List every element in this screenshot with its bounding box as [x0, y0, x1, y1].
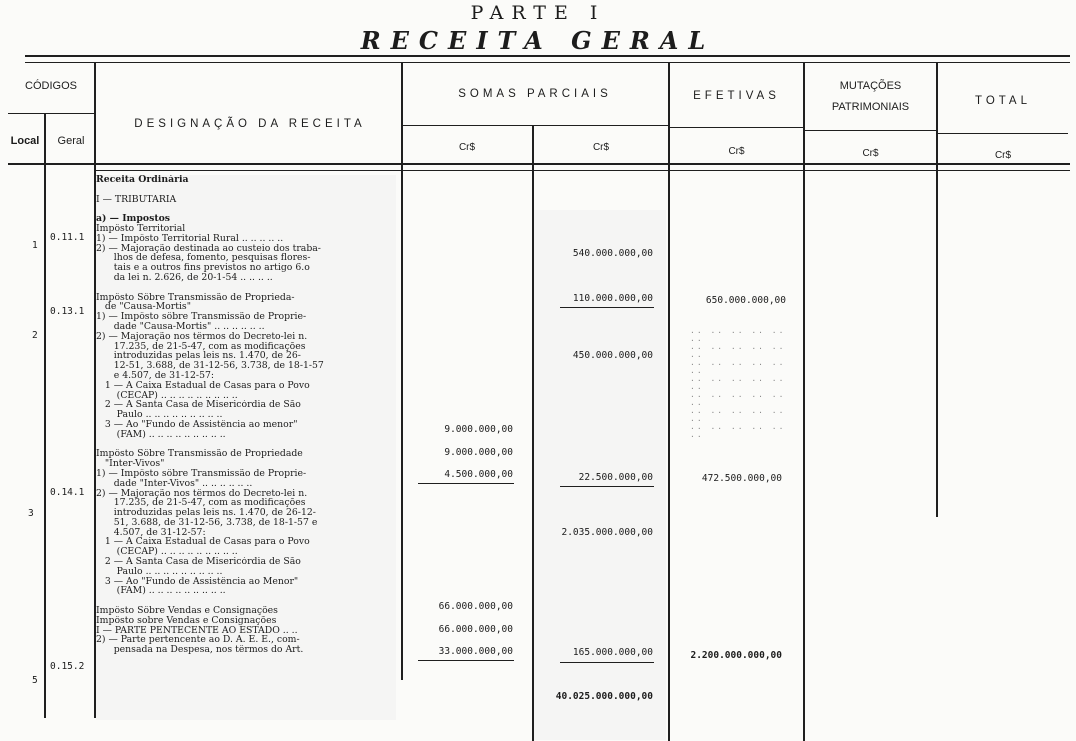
top-rule-thin: [25, 62, 1070, 63]
body-line: 3 — Ao "Fundo de Assistência ao menor": [96, 419, 298, 430]
body-line: a) — Impostos: [96, 214, 171, 224]
body-line: 4.507, de 31-12-57:: [96, 527, 206, 538]
body-line: 1) — Impôsto Territorial Rural .. .. .. .. ..: [96, 233, 284, 244]
efetiva-value: 650.000.000,00: [705, 295, 786, 306]
header-somas-parciais: SOMAS PARCIAIS: [458, 88, 612, 100]
header-rule-total: [938, 133, 1068, 134]
body-line: (CECAP) .. .. .. .. .. .. .. .. ..: [96, 390, 238, 401]
soma-parcial-1-value: 66.000.000,00: [438, 624, 513, 635]
subtotal-rule: [418, 660, 514, 661]
body-line: Paulo .. .. .. .. .. .. .. .. ..: [96, 410, 223, 420]
header-rule-somas: [402, 125, 670, 126]
designacao-body: [96, 175, 396, 665]
soma-parcial-1-value: 66.000.000,00: [438, 601, 513, 612]
header-mutacoes: MUTAÇÕES: [839, 80, 902, 92]
header-rule-mutacoes: [805, 130, 938, 131]
header-efetivas: EFETIVAS: [693, 90, 780, 102]
local-code: 2: [32, 330, 38, 341]
body-line: "Inter-Vivos": [96, 459, 165, 469]
body-line: [96, 655, 396, 665]
col-rule-local: [44, 113, 46, 718]
col-rule-mutacoes: [803, 62, 805, 741]
local-code: 3: [28, 508, 34, 519]
currency-efetivas: Cr$: [728, 146, 745, 157]
col-rule-total: [936, 62, 938, 517]
body-line: introduzidas pelas leis ns. 1.470, de 26-: [96, 351, 301, 362]
efetiva-value: 472.500.000,00: [701, 473, 782, 484]
body-line: I — PARTE PENTECENTE AO ESTADO .. ..: [96, 625, 298, 636]
body-line: 17.235, de 21-5-47, com as modificações: [96, 341, 306, 352]
body-line: 2 — À Santa Casa de Misericórdia de São: [96, 400, 301, 411]
body-line: e 4.507, de 31-12-57:: [96, 370, 215, 381]
body-line: 1) — Impôsto sôbre Transmissão de Proprie-: [96, 468, 307, 479]
page-title: RECEITA GERAL: [360, 26, 716, 55]
body-line: lhos de defesa, fomento, pesquisas flores-: [96, 253, 311, 264]
geral-code: 0.11.1: [50, 232, 85, 243]
subtotal-rule: [418, 483, 514, 484]
body-line: Impôsto Sôbre Transmissão de Proprieda-: [96, 292, 295, 303]
soma-parcial-2-value: 2.035.000.000,00: [561, 527, 653, 538]
body-line: tais e a outros fins previstos no artigo 6.o: [96, 263, 310, 273]
soma-parcial-2-value: 540.000.000,00: [572, 248, 653, 259]
geral-code: 0.13.1: [50, 306, 85, 317]
body-line: 1 — À Caixa Estadual de Casas para o Povo: [96, 537, 310, 548]
body-line: I — TRIBUTÁRIA: [96, 194, 177, 205]
body-line: 2) — Majoração destinada ao custeio dos traba-: [96, 243, 321, 254]
currency-somas-2: Cr$: [592, 142, 610, 153]
soma-parcial-1-value: 9.000.000,00: [444, 447, 513, 458]
top-rule: [25, 55, 1070, 57]
body-line: [96, 204, 396, 214]
body-line: 1 — À Caixa Estadual de Casas para o Povo: [96, 380, 310, 391]
subtotal-rule: [560, 486, 654, 487]
body-line: da lei n. 2.626, de 20-1-54 .. .. .. ..: [96, 272, 273, 283]
body-line: [96, 440, 396, 450]
body-line: 2 — À Santa Casa de Misericórdia de São: [96, 557, 301, 567]
body-line: 3 — Ao "Fundo de Assistência ao Menor": [96, 576, 299, 587]
geral-code: 0.15.2: [50, 661, 85, 672]
currency-total: Cr$: [994, 150, 1012, 161]
body-line: Impôsto Territorial: [96, 223, 186, 234]
soma-parcial-2-value: 450.000.000,00: [572, 350, 653, 361]
currency-mutacoes: Cr$: [862, 148, 879, 159]
local-code: 5: [32, 675, 38, 686]
header-patrimoniais: PATRIMONIAIS: [831, 101, 910, 113]
body-line: introduzidas pelas leis ns. 1.470, de 26-12-: [96, 508, 316, 518]
soma-parcial-2-value: 165.000.000,00: [572, 647, 653, 658]
body-line: Paulo .. .. .. .. .. .. .. .. ..: [96, 566, 223, 577]
body-line: (CECAP) .. .. .. .. .. .. .. .. ..: [96, 547, 238, 558]
header-bottom-rule: [8, 163, 1070, 165]
header-rule-codes: [8, 113, 94, 114]
soma-parcial-2-value: 40.025.000.000,00: [555, 691, 653, 702]
dotted-leader-block: .. .. .. .. .. .. .. .. .. .. .. .. .. .. .. .. .. .. .. .. .. .. .. .. .. .. .. .. .. .. .. .. .. .. .. .. .. .. .. .. .. ..: [690, 326, 786, 439]
body-line: [96, 185, 396, 195]
body-line: Impôsto Sôbre Vendas e Consignações: [96, 606, 278, 616]
col-rule-designacao: [401, 62, 403, 680]
body-line: 1) — Impôsto sôbre Transmissão de Proprie-: [96, 312, 307, 322]
geral-code: 0.14.1: [50, 487, 85, 498]
body-line: 17.235, de 21-5-47, com as modificações: [96, 498, 306, 509]
header-rule-efetivas: [670, 127, 805, 128]
col-rule-efetivas: [668, 62, 670, 741]
header-geral: Geral: [57, 135, 85, 147]
header-local: Local: [10, 135, 40, 147]
header-codigos: CÓDIGOS: [25, 80, 77, 92]
body-line: Impôsto Sôbre Transmissão de Propriedade: [96, 449, 303, 460]
body-line: dade "Causa-Mortis" .. .. .. .. .. ..: [96, 321, 265, 332]
body-line: 12-51, 3.688, de 31-12-56, 3.738, de 18-1-57: [96, 361, 324, 371]
body-line: Impôsto sobre Vendas e Consignações: [96, 615, 277, 626]
subtotal-rule: [560, 662, 654, 663]
local-code: 1: [32, 240, 38, 251]
soma-parcial-1-value: 33.000.000,00: [438, 646, 513, 657]
currency-somas-1: Cr$: [458, 142, 476, 153]
header-designacao: DESIGNAÇÃO DA RECEITA: [134, 118, 366, 130]
soma-parcial-2-value: 110.000.000,00: [572, 293, 653, 304]
header-total: TOTAL: [975, 95, 1031, 107]
body-line: 2) — Parte pertencente ao D. A. E. E., com-: [96, 635, 300, 646]
soma-parcial-2-value: 22.500.000,00: [578, 472, 653, 483]
part-heading: PARTE I: [470, 2, 606, 24]
soma-parcial-1-value: 4.500.000,00: [444, 469, 513, 480]
header-bottom-rule-thin: [95, 170, 1070, 171]
body-line: dade "Inter-Vivos" .. .. .. .. .. ..: [96, 478, 253, 489]
body-line: 2) — Majoração nos têrmos do Decreto-lei n.: [96, 488, 308, 499]
body-line: de "Causa-Mortis": [96, 302, 191, 313]
body-line: 51, 3.688, de 31-12-56, 3.738, de 18-1-57 e: [96, 517, 318, 528]
body-line: (FAM) .. .. .. .. .. .. .. .. ..: [96, 586, 226, 597]
soma-parcial-1-value: 9.000.000,00: [444, 424, 513, 435]
body-line: 2) — Majoração nos têrmos do Decreto-lei n.: [96, 331, 308, 342]
efetiva-value: 2.200.000.000,00: [690, 650, 782, 661]
body-line: [96, 283, 396, 293]
body-line: (FAM) .. .. .. .. .. .. .. .. ..: [96, 429, 226, 440]
body-line: Receita Ordinária: [96, 175, 189, 185]
body-line: pensada na Despesa, nos têrmos do Art.: [96, 645, 304, 656]
subtotal-rule: [560, 307, 654, 308]
body-line: [96, 596, 396, 606]
